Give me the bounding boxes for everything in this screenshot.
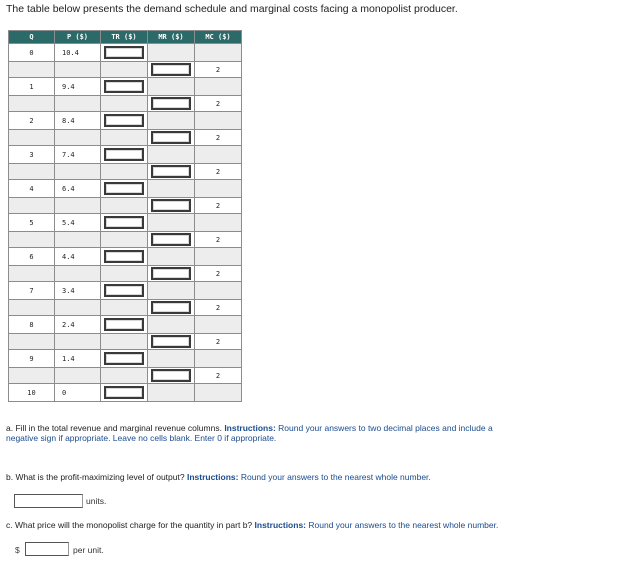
q-blank-cell xyxy=(9,62,55,78)
mc-blank-cell xyxy=(195,248,242,266)
tr-input[interactable] xyxy=(104,114,144,127)
table-row xyxy=(9,78,242,96)
tr-input[interactable] xyxy=(104,182,144,195)
price-blank-cell xyxy=(55,164,101,180)
table-row xyxy=(9,350,242,368)
price-blank-cell xyxy=(55,300,101,316)
tr-blank-cell xyxy=(101,300,148,316)
price-cell: 4.4 xyxy=(55,248,101,266)
mr-cell xyxy=(148,62,195,78)
mr-blank-cell xyxy=(148,180,195,198)
mr-input[interactable] xyxy=(151,131,191,144)
mr-cell xyxy=(148,266,195,282)
price-cell: 7.4 xyxy=(55,146,101,164)
table-row xyxy=(9,248,242,266)
question-c-prefix: c. What price will the monopolist charge for the quantity in part b? xyxy=(6,520,253,530)
price-cell: 10.4 xyxy=(55,44,101,62)
demand-schedule-table xyxy=(8,30,242,402)
mc-blank-cell xyxy=(195,112,242,130)
mr-input[interactable] xyxy=(151,369,191,382)
mc-blank-cell xyxy=(195,44,242,62)
marginal-row xyxy=(9,368,242,384)
mr-blank-cell xyxy=(148,112,195,130)
question-c xyxy=(6,520,498,530)
table-row xyxy=(9,112,242,130)
table-row xyxy=(9,316,242,334)
q-cell: 3 xyxy=(9,146,55,164)
mr-input[interactable] xyxy=(151,199,191,212)
question-b-instructions: Round your answers to the nearest whole number. xyxy=(240,472,431,482)
header-tr: TR ($) xyxy=(101,31,148,44)
tr-blank-cell xyxy=(101,368,148,384)
price-cell: 2.4 xyxy=(55,316,101,334)
q-cell: 2 xyxy=(9,112,55,130)
mc-cell: 2 xyxy=(195,300,242,316)
tr-blank-cell xyxy=(101,130,148,146)
marginal-row xyxy=(9,96,242,112)
mr-blank-cell xyxy=(148,282,195,300)
mc-blank-cell xyxy=(195,316,242,334)
tr-cell xyxy=(101,282,148,300)
mr-cell xyxy=(148,164,195,180)
question-b xyxy=(6,472,431,482)
question-a-instructions-label: Instructions: xyxy=(224,423,276,433)
mr-cell xyxy=(148,198,195,214)
tr-cell xyxy=(101,350,148,368)
q-cell: 0 xyxy=(9,44,55,62)
tr-cell xyxy=(101,112,148,130)
mr-input[interactable] xyxy=(151,335,191,348)
intro-text: The table below presents the demand schedule and marginal costs facing a monopolist producer. xyxy=(6,3,458,15)
header-mr: MR ($) xyxy=(148,31,195,44)
table-row xyxy=(9,44,242,62)
tr-blank-cell xyxy=(101,334,148,350)
tr-blank-cell xyxy=(101,62,148,78)
mr-blank-cell xyxy=(148,44,195,62)
tr-cell xyxy=(101,316,148,334)
q-blank-cell xyxy=(9,334,55,350)
tr-input[interactable] xyxy=(104,284,144,297)
tr-input[interactable] xyxy=(104,386,144,399)
currency-symbol: $ xyxy=(15,545,20,555)
price-blank-cell xyxy=(55,266,101,282)
header-q: Q xyxy=(9,31,55,44)
mc-blank-cell xyxy=(195,146,242,164)
mc-blank-cell xyxy=(195,78,242,96)
q-blank-cell xyxy=(9,232,55,248)
mr-input[interactable] xyxy=(151,233,191,246)
mc-cell: 2 xyxy=(195,198,242,214)
marginal-row xyxy=(9,232,242,248)
tr-blank-cell xyxy=(101,164,148,180)
tr-cell xyxy=(101,78,148,96)
output-unit-label: units. xyxy=(86,496,107,506)
price-blank-cell xyxy=(55,368,101,384)
tr-blank-cell xyxy=(101,266,148,282)
table-row xyxy=(9,214,242,232)
mr-cell xyxy=(148,232,195,248)
table-body xyxy=(9,44,242,402)
mr-blank-cell xyxy=(148,384,195,402)
question-a xyxy=(6,423,493,443)
price-unit-label: per unit. xyxy=(73,545,104,555)
marginal-row xyxy=(9,198,242,214)
price-blank-cell xyxy=(55,334,101,350)
mr-blank-cell xyxy=(148,146,195,164)
mr-input[interactable] xyxy=(151,267,191,280)
price-cell: 3.4 xyxy=(55,282,101,300)
mc-blank-cell xyxy=(195,180,242,198)
q-cell: 8 xyxy=(9,316,55,334)
question-b-prefix: b. What is the profit-maximizing level of output? xyxy=(6,472,185,482)
q-blank-cell xyxy=(9,130,55,146)
price-cell: 0 xyxy=(55,384,101,402)
question-a-instructions-line2: negative sign if appropriate. Leave no cells blank. Enter 0 if appropriate. xyxy=(6,433,277,443)
price-cell: 5.4 xyxy=(55,214,101,232)
mc-cell: 2 xyxy=(195,130,242,146)
q-cell: 6 xyxy=(9,248,55,266)
q-blank-cell xyxy=(9,368,55,384)
mr-cell xyxy=(148,300,195,316)
price-blank-cell xyxy=(55,198,101,214)
marginal-row xyxy=(9,266,242,282)
mc-cell: 2 xyxy=(195,232,242,248)
marginal-row xyxy=(9,334,242,350)
question-a-instructions-line1: Round your answers to two decimal places and include a xyxy=(278,423,493,433)
mr-input[interactable] xyxy=(151,165,191,178)
price-blank-cell xyxy=(55,62,101,78)
tr-cell xyxy=(101,180,148,198)
tr-input[interactable] xyxy=(104,46,144,59)
price-blank-cell xyxy=(55,96,101,112)
table-row xyxy=(9,384,242,402)
marginal-row xyxy=(9,62,242,78)
price-answer-input[interactable] xyxy=(25,542,69,556)
tr-blank-cell xyxy=(101,96,148,112)
mr-cell xyxy=(148,96,195,112)
price-cell: 1.4 xyxy=(55,350,101,368)
mc-blank-cell xyxy=(195,384,242,402)
mc-blank-cell xyxy=(195,282,242,300)
table-row xyxy=(9,282,242,300)
tr-cell xyxy=(101,146,148,164)
mc-cell: 2 xyxy=(195,62,242,78)
mc-cell: 2 xyxy=(195,164,242,180)
q-cell: 4 xyxy=(9,180,55,198)
price-blank-cell xyxy=(55,130,101,146)
price-cell: 8.4 xyxy=(55,112,101,130)
q-blank-cell xyxy=(9,198,55,214)
mc-cell: 2 xyxy=(195,334,242,350)
marginal-row xyxy=(9,164,242,180)
tr-input[interactable] xyxy=(104,148,144,161)
q-blank-cell xyxy=(9,164,55,180)
mc-cell: 2 xyxy=(195,368,242,384)
q-cell: 5 xyxy=(9,214,55,232)
price-cell: 6.4 xyxy=(55,180,101,198)
mr-blank-cell xyxy=(148,78,195,96)
mc-blank-cell xyxy=(195,350,242,368)
mr-cell xyxy=(148,368,195,384)
tr-blank-cell xyxy=(101,198,148,214)
mr-blank-cell xyxy=(148,350,195,368)
mc-blank-cell xyxy=(195,214,242,232)
mr-input[interactable] xyxy=(151,97,191,110)
q-blank-cell xyxy=(9,266,55,282)
mr-blank-cell xyxy=(148,316,195,334)
mr-cell xyxy=(148,334,195,350)
mr-blank-cell xyxy=(148,214,195,232)
q-blank-cell xyxy=(9,300,55,316)
header-mc: MC ($) xyxy=(195,31,242,44)
table-row xyxy=(9,180,242,198)
mc-cell: 2 xyxy=(195,96,242,112)
tr-cell xyxy=(101,44,148,62)
question-c-instructions-label: Instructions: xyxy=(254,520,307,530)
mr-cell xyxy=(148,130,195,146)
mr-input[interactable] xyxy=(151,301,191,314)
mr-input[interactable] xyxy=(151,63,191,76)
q-cell: 1 xyxy=(9,78,55,96)
question-a-prefix: a. Fill in the total revenue and marginal revenue columns. xyxy=(6,423,222,433)
table-row xyxy=(9,146,242,164)
question-b-instructions-label: Instructions: xyxy=(186,472,239,482)
q-cell: 10 xyxy=(9,384,55,402)
mr-blank-cell xyxy=(148,248,195,266)
marginal-row xyxy=(9,300,242,316)
tr-input[interactable] xyxy=(104,318,144,331)
mc-cell: 2 xyxy=(195,266,242,282)
tr-input[interactable] xyxy=(104,80,144,93)
q-cell: 9 xyxy=(9,350,55,368)
tr-cell xyxy=(101,384,148,402)
tr-input[interactable] xyxy=(104,216,144,229)
header-price: P ($) xyxy=(55,31,101,44)
output-answer-input[interactable] xyxy=(14,494,83,508)
tr-blank-cell xyxy=(101,232,148,248)
marginal-row xyxy=(9,130,242,146)
price-cell: 9.4 xyxy=(55,78,101,96)
question-c-instructions: Round your answers to the nearest whole number. xyxy=(308,520,499,530)
q-cell: 7 xyxy=(9,282,55,300)
tr-cell xyxy=(101,248,148,266)
price-blank-cell xyxy=(55,232,101,248)
tr-input[interactable] xyxy=(104,352,144,365)
tr-input[interactable] xyxy=(104,250,144,263)
tr-cell xyxy=(101,214,148,232)
q-blank-cell xyxy=(9,96,55,112)
table-header-row xyxy=(9,31,242,44)
